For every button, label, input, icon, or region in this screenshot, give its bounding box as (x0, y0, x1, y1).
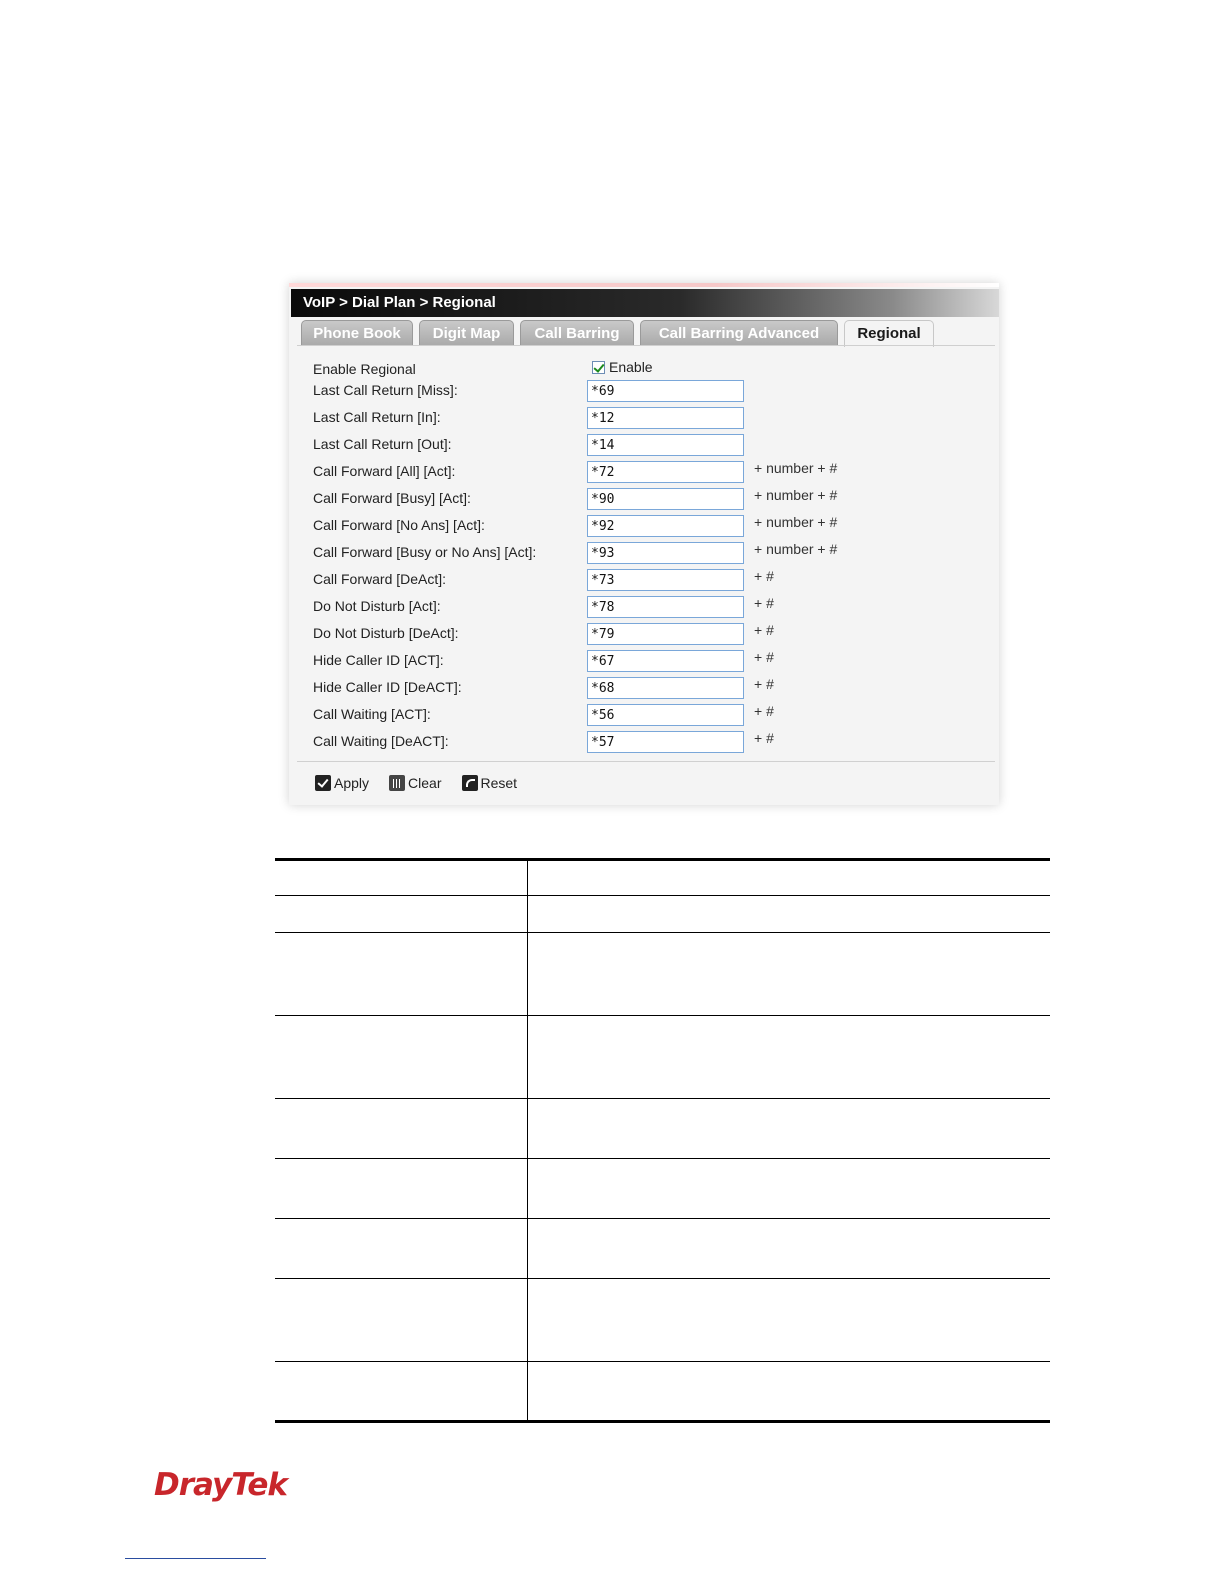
reset-label: Reset (480, 775, 518, 791)
table-cell (275, 1219, 528, 1278)
table-row (275, 933, 1050, 1016)
last-call-return-out-input[interactable] (587, 434, 744, 456)
table-cell (275, 1016, 528, 1098)
call-forward-busy-act-input[interactable] (587, 488, 744, 510)
table-row (275, 1219, 1050, 1279)
table-row (275, 896, 1050, 933)
enable-regional-label: Enable Regional (313, 361, 416, 377)
do-not-disturb-deact-input[interactable] (587, 623, 744, 645)
action-bar (315, 773, 537, 793)
tab-regional[interactable]: Regional (844, 320, 934, 347)
hide-caller-id-act-input[interactable] (587, 650, 744, 672)
tab-call-barring-advanced[interactable]: Call Barring Advanced (640, 320, 838, 346)
call-forward-no-ans-act-input[interactable] (587, 515, 744, 537)
field-label: Call Forward [No Ans] [Act]: (313, 517, 485, 533)
enable-regional-control[interactable] (592, 359, 653, 375)
call-waiting-deact-input[interactable] (587, 731, 744, 753)
tab-divider (297, 345, 995, 346)
tab-digit-map[interactable]: Digit Map (419, 320, 514, 346)
field-label: Call Waiting [ACT]: (313, 706, 431, 722)
field-suffix: + # (754, 568, 774, 584)
table-row (275, 1099, 1050, 1159)
field-suffix: + # (754, 595, 774, 611)
table-bottom-rule (275, 1420, 1050, 1423)
enable-checkbox[interactable] (592, 361, 605, 374)
call-forward-deact-input[interactable] (587, 569, 744, 591)
undo-icon (462, 775, 478, 791)
field-label: Hide Caller ID [DeACT]: (313, 679, 462, 695)
do-not-disturb-act-input[interactable] (587, 596, 744, 618)
regional-settings-panel (289, 283, 999, 805)
trash-icon (389, 775, 405, 791)
field-suffix: + number + # (754, 487, 838, 503)
call-forward-all-act-input[interactable] (587, 461, 744, 483)
field-suffix: + # (754, 703, 774, 719)
last-call-return-in-input[interactable] (587, 407, 744, 429)
field-suffix: + number + # (754, 514, 838, 530)
draytek-logo: DrayTek (154, 1467, 287, 1503)
reset-button[interactable] (462, 775, 518, 791)
breadcrumb: VoIP > Dial Plan > Regional (291, 289, 999, 317)
table-row (275, 1362, 1050, 1420)
table-cell (275, 1099, 528, 1158)
call-waiting-act-input[interactable] (587, 704, 744, 726)
checkmark-icon (315, 775, 331, 791)
table-row (275, 1279, 1050, 1362)
field-label: Do Not Disturb [Act]: (313, 598, 441, 614)
button-separator (297, 761, 995, 762)
footer-underline (125, 1558, 266, 1559)
table-cell (275, 1279, 528, 1361)
field-label: Last Call Return [Out]: (313, 436, 452, 452)
table-cell (275, 861, 528, 895)
field-label: Call Forward [Busy] [Act]: (313, 490, 471, 506)
field-label: Hide Caller ID [ACT]: (313, 652, 444, 668)
table-row (275, 1159, 1050, 1219)
field-label: Call Waiting [DeACT]: (313, 733, 449, 749)
field-suffix: + number + # (754, 541, 838, 557)
clear-label: Clear (408, 775, 442, 791)
table-cell (275, 933, 528, 1015)
field-label: Call Forward [All] [Act]: (313, 463, 456, 479)
tab-phone-book[interactable]: Phone Book (301, 320, 413, 346)
apply-button[interactable] (315, 775, 369, 791)
field-label: Do Not Disturb [DeAct]: (313, 625, 459, 641)
last-call-return-miss-input[interactable] (587, 380, 744, 402)
table-cell (275, 1362, 528, 1420)
field-label: Last Call Return [Miss]: (313, 382, 458, 398)
field-label: Call Forward [DeAct]: (313, 571, 447, 587)
field-suffix: + # (754, 676, 774, 692)
table-cell (275, 896, 528, 932)
field-suffix: + # (754, 730, 774, 746)
call-forward-busy-or-no-ans-act-input[interactable] (587, 542, 744, 564)
hide-caller-id-deact-input[interactable] (587, 677, 744, 699)
clear-button[interactable] (389, 775, 441, 791)
field-label: Last Call Return [In]: (313, 409, 441, 425)
field-label: Call Forward [Busy or No Ans] [Act]: (313, 544, 537, 560)
panel-top-border (289, 283, 999, 287)
field-suffix: + number + # (754, 460, 838, 476)
table-cell (275, 1159, 528, 1218)
enable-checkbox-label[interactable]: Enable (609, 359, 653, 375)
apply-label: Apply (334, 775, 370, 791)
table-row (275, 1016, 1050, 1099)
tab-call-barring[interactable]: Call Barring (520, 320, 634, 346)
field-suffix: + # (754, 649, 774, 665)
field-suffix: + # (754, 622, 774, 638)
table-row (275, 861, 1050, 896)
